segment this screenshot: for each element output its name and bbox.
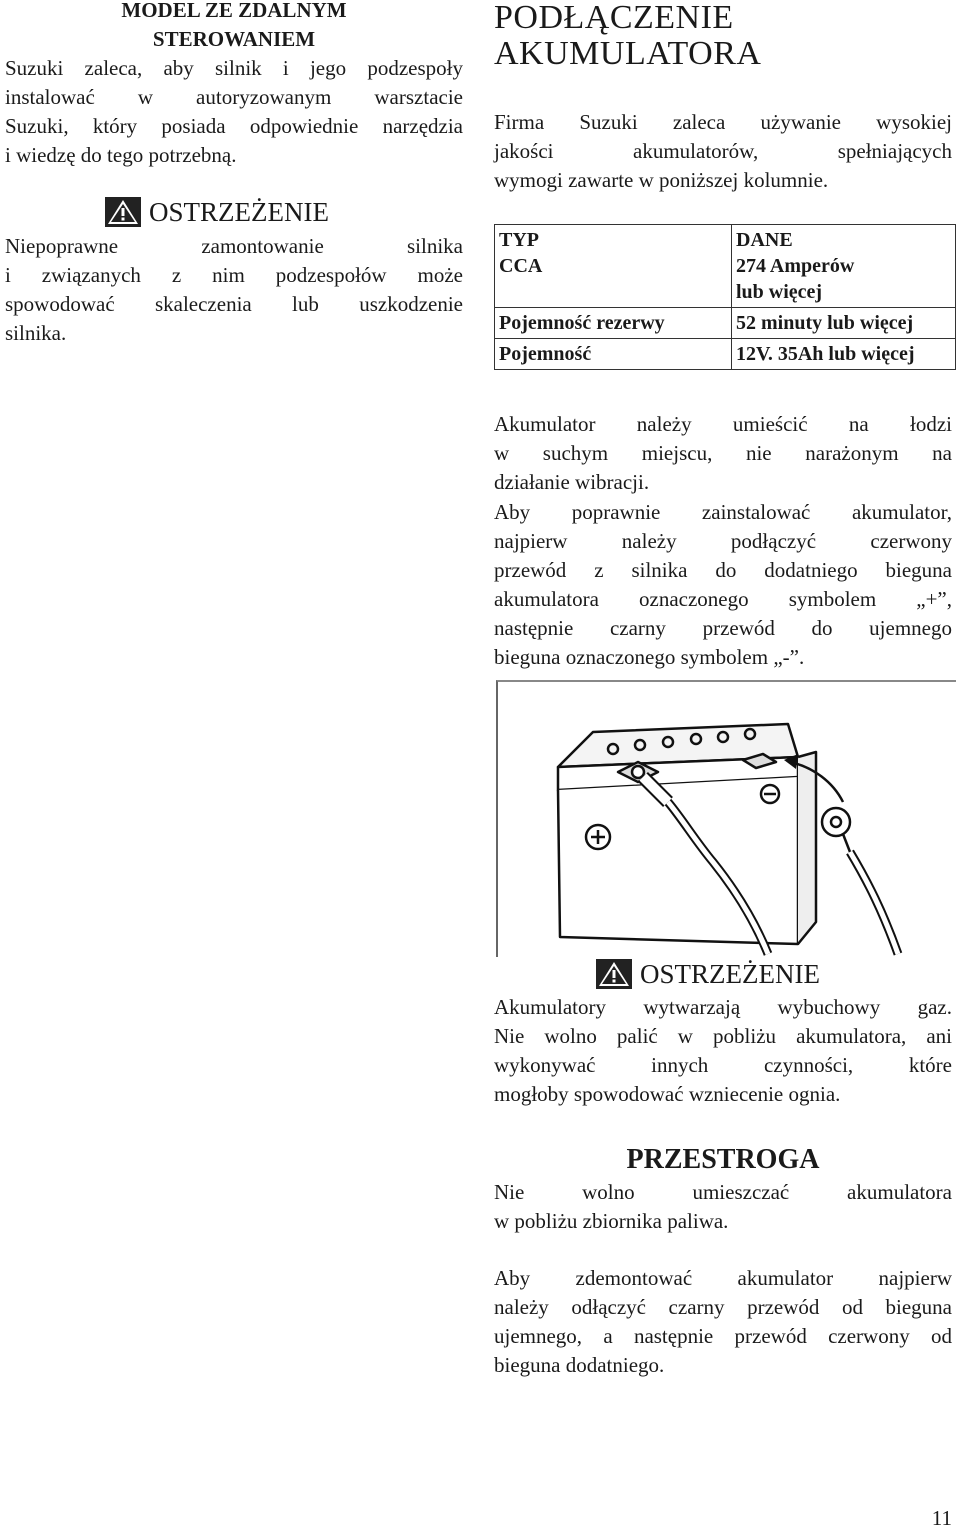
text-line: bieguna oznaczonego symbolem „-”. xyxy=(494,645,805,669)
page-number: 11 xyxy=(931,1506,952,1530)
battery-drawing xyxy=(498,682,956,957)
text-line: Nie wolno palić w pobliżu akumulatora, ani xyxy=(494,1024,952,1048)
warning-title: OSTRZEŻENIE xyxy=(640,959,820,989)
text-line: akumulatora oznaczonego symbolem „+”, xyxy=(494,587,952,611)
table-row xyxy=(495,225,956,308)
text-line: Firma Suzuki zaleca używanie wysokiej xyxy=(494,110,952,134)
text-line: następnie czarny przewód do ujemnego xyxy=(494,616,952,640)
text-line: Aby zdemontować akumulator najpierw xyxy=(494,1266,952,1290)
text-line: i wiedzę do tego potrzebną. xyxy=(5,143,237,167)
heading-line: STEROWANIEM xyxy=(152,27,316,51)
table-cell: Pojemność xyxy=(495,339,732,370)
text-line: Niepoprawne zamontowanie silnika xyxy=(5,234,463,258)
cell-line: TYP xyxy=(499,229,539,251)
section-heading-remote-model xyxy=(5,0,463,54)
cell-line: lub więcej xyxy=(736,281,823,303)
text-line: w suchym miejscu, nie narażonym na xyxy=(494,441,952,465)
install-paragraph xyxy=(494,498,952,672)
battery-spec-table xyxy=(494,224,956,370)
table-cell xyxy=(495,225,732,308)
text-line: Nie wolno umieszczać akumulatora xyxy=(494,1180,952,1204)
intro-paragraph xyxy=(5,54,463,170)
text-line: należy odłączyć czarny przewód od bieguna xyxy=(494,1295,952,1319)
text-line: ujemnego, a następnie przewód czerwony od xyxy=(494,1324,952,1348)
page-title xyxy=(494,0,952,72)
caution-text xyxy=(494,1178,952,1236)
table-cell: 12V. 35Ah lub więcej xyxy=(732,339,956,370)
text-line: wymogi zawarte w poniższej kolumnie. xyxy=(494,168,829,192)
table-cell: 52 minuty lub więcej xyxy=(732,308,956,339)
text-line: wykonywać innych czynności, które xyxy=(494,1053,952,1077)
warning-block xyxy=(5,196,463,348)
text-line: przewód z silnika do dodatniego bieguna xyxy=(494,558,952,582)
text-line: spowodować skaleczenia lub uszkodzenie xyxy=(5,292,463,316)
table-row xyxy=(495,339,956,370)
warning-text xyxy=(494,993,952,1109)
warning-text xyxy=(5,232,463,348)
warning-block-gas xyxy=(494,958,952,1109)
text-line: Aby poprawnie zainstalować akumulator, xyxy=(494,500,952,524)
caution-block xyxy=(494,1144,952,1236)
text-line: działanie wibracji. xyxy=(494,470,650,494)
text-line: i związanych z nim podzespołów może xyxy=(5,263,463,287)
battery-terminal-illustration xyxy=(496,680,956,957)
text-line: Akumulatory wytwarzają wybuchowy gaz. xyxy=(494,995,952,1019)
heading-line: MODEL ZE ZDALNYM xyxy=(121,0,347,22)
removal-paragraph xyxy=(494,1264,952,1380)
title-line: PODŁĄCZENIE xyxy=(494,0,734,36)
table-cell xyxy=(732,225,956,308)
warning-header xyxy=(494,958,952,990)
placement-paragraph xyxy=(494,410,952,497)
cell-line: 274 Amperów xyxy=(736,255,855,277)
intro-paragraph xyxy=(494,108,952,195)
text-line: najpierw należy podłączyć czerwony xyxy=(494,529,952,553)
cell-line: DANE xyxy=(736,229,793,251)
title-line: AKUMULATORA xyxy=(494,35,762,72)
text-line: instalować w autoryzowanym warsztacie xyxy=(5,85,463,109)
text-line: jakości akumulatorów, spełniających xyxy=(494,139,952,163)
spacer xyxy=(499,279,727,305)
text-line: bieguna dodatniego. xyxy=(494,1353,665,1377)
warning-header xyxy=(5,196,463,228)
warning-triangle-icon xyxy=(105,197,141,227)
text-line: Suzuki, który posiada odpowiednie narzędzia xyxy=(5,114,463,138)
caution-title: PRZESTROGA xyxy=(626,1144,820,1175)
text-line: Suzuki zaleca, aby silnik i jego podzespoły xyxy=(5,56,463,80)
table-cell: Pojemność rezerwy xyxy=(495,308,732,339)
warning-triangle-icon xyxy=(596,959,632,989)
table-row xyxy=(495,308,956,339)
text-line: Akumulator należy umieścić na łodzi xyxy=(494,412,952,436)
cell-line: CCA xyxy=(499,255,543,277)
warning-title: OSTRZEŻENIE xyxy=(149,197,329,227)
text-line: silnika. xyxy=(5,321,67,345)
text-line: mogłoby spowodować wzniecenie ognia. xyxy=(494,1082,841,1106)
text-line: w pobliżu zbiornika paliwa. xyxy=(494,1209,729,1233)
